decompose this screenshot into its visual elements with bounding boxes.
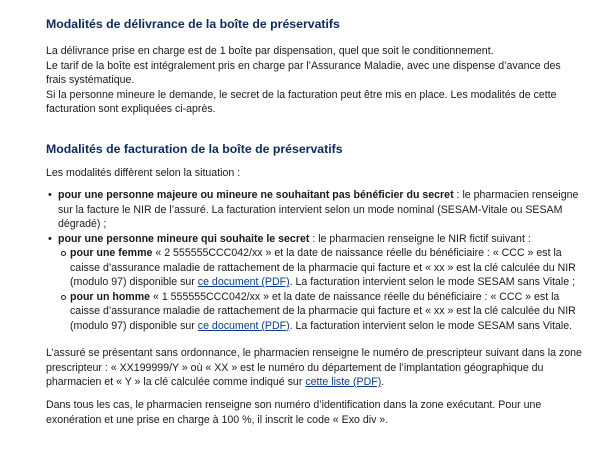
paragraph-intro: Les modalités diffèrent selon la situation : xyxy=(46,167,241,179)
text: : le pharmacien renseigne le NIR fictif suivant : xyxy=(309,232,531,245)
text-line: Si la personne mineure le demande, le secret de la facturation peut être mis en place. Les modalités de cette xyxy=(46,88,557,101)
paragraph-delivrance xyxy=(46,44,566,117)
paragraph-executant xyxy=(46,398,571,427)
text-line: dégradé) ; xyxy=(58,218,107,230)
text: « 1 555555CCC042/xx » et la date de naissance réelle du bénéficiaire : « CCC » est la xyxy=(150,290,560,303)
text-line: Dans tous les cas, le pharmacien renseigne son numéro d’identification dans la zone exécutant. Pour une xyxy=(46,399,542,411)
section-title-delivrance: Modalités de délivrance de la boîte de préservatifs xyxy=(46,17,340,31)
sublist-item-homme xyxy=(70,290,583,334)
document-pdf-link[interactable]: ce document (PDF) xyxy=(197,319,290,332)
bold-text: pour une femme xyxy=(70,247,153,259)
text: . xyxy=(381,376,385,388)
text-line: caisse d’assurance maladie de rattachement de la pharmacie qui facture et « xx » est la clé calculée du NIR xyxy=(70,261,576,274)
text-line: caisse d’assurance maladie de rattachement de la pharmacie qui facture et « xx » est la clé calculée du NIR xyxy=(70,305,576,317)
paragraph-prescripteur xyxy=(46,346,582,390)
text: . La facturation intervient selon le mode SESAM sans Vitale. xyxy=(289,319,573,332)
text-line: Le tarif de la boîte est intégralement pris en charge par l’Assurance Maladie, avec une dispense d’avance des xyxy=(46,59,561,72)
text-line: exonération et une prise en charge à 100 %, il inscrit le code « Exo div ». xyxy=(46,413,389,426)
text-line: La délivrance prise en charge est de 1 boîte par dispensation, quel que soit le conditionnement. xyxy=(46,45,494,57)
sublist-item-femme xyxy=(70,246,583,290)
nir-sublist xyxy=(58,246,583,333)
list-item-majeure xyxy=(58,188,583,232)
document-pdf-link[interactable]: ce document (PDF) xyxy=(197,276,290,288)
text-line: L’assuré se présentant sans ordonnance, le pharmacien renseigne le numéro de prescripteur suivant dans la zone xyxy=(46,347,582,359)
text-line: frais systématique. xyxy=(46,74,135,86)
text: : le pharmacien renseigne xyxy=(453,189,579,201)
situation-list xyxy=(46,188,583,333)
text: pharmacien et « Y » la clé calculée comme indiqué sur xyxy=(46,376,306,388)
bold-text: pour un homme xyxy=(70,290,151,303)
text: . La facturation intervient selon le mode SESAM sans Vitale ; xyxy=(289,276,576,288)
text-line: facturation sont expliquées ci-après. xyxy=(46,103,216,115)
list-item-mineure-secret xyxy=(58,232,583,334)
liste-pdf-link[interactable]: cette liste (PDF) xyxy=(305,376,382,388)
text: « 2 555555CCC042/xx » et la date de naissance réelle du bénéficiaire : « CCC » est la xyxy=(152,247,562,259)
text-line: sur la facture le NIR de l’assuré. La facturation intervient selon un mode nominal (SESAM-Vitale ou SESAM xyxy=(58,203,563,216)
text: (modulo 97) disponible sur xyxy=(70,319,198,332)
text-line: prescripteur : « XX199999/Y » où « XX » est le numéro du département de l’implantation géographique du xyxy=(46,361,544,374)
text: (modulo 97) disponible sur xyxy=(70,276,198,288)
bold-text: pour une personne majeure ou mineure ne souhaitant pas bénéficier du secret xyxy=(58,189,454,201)
bold-text: pour une personne mineure qui souhaite le secret xyxy=(58,232,310,245)
section-title-facturation: Modalités de facturation de la boîte de préservatifs xyxy=(46,142,343,156)
